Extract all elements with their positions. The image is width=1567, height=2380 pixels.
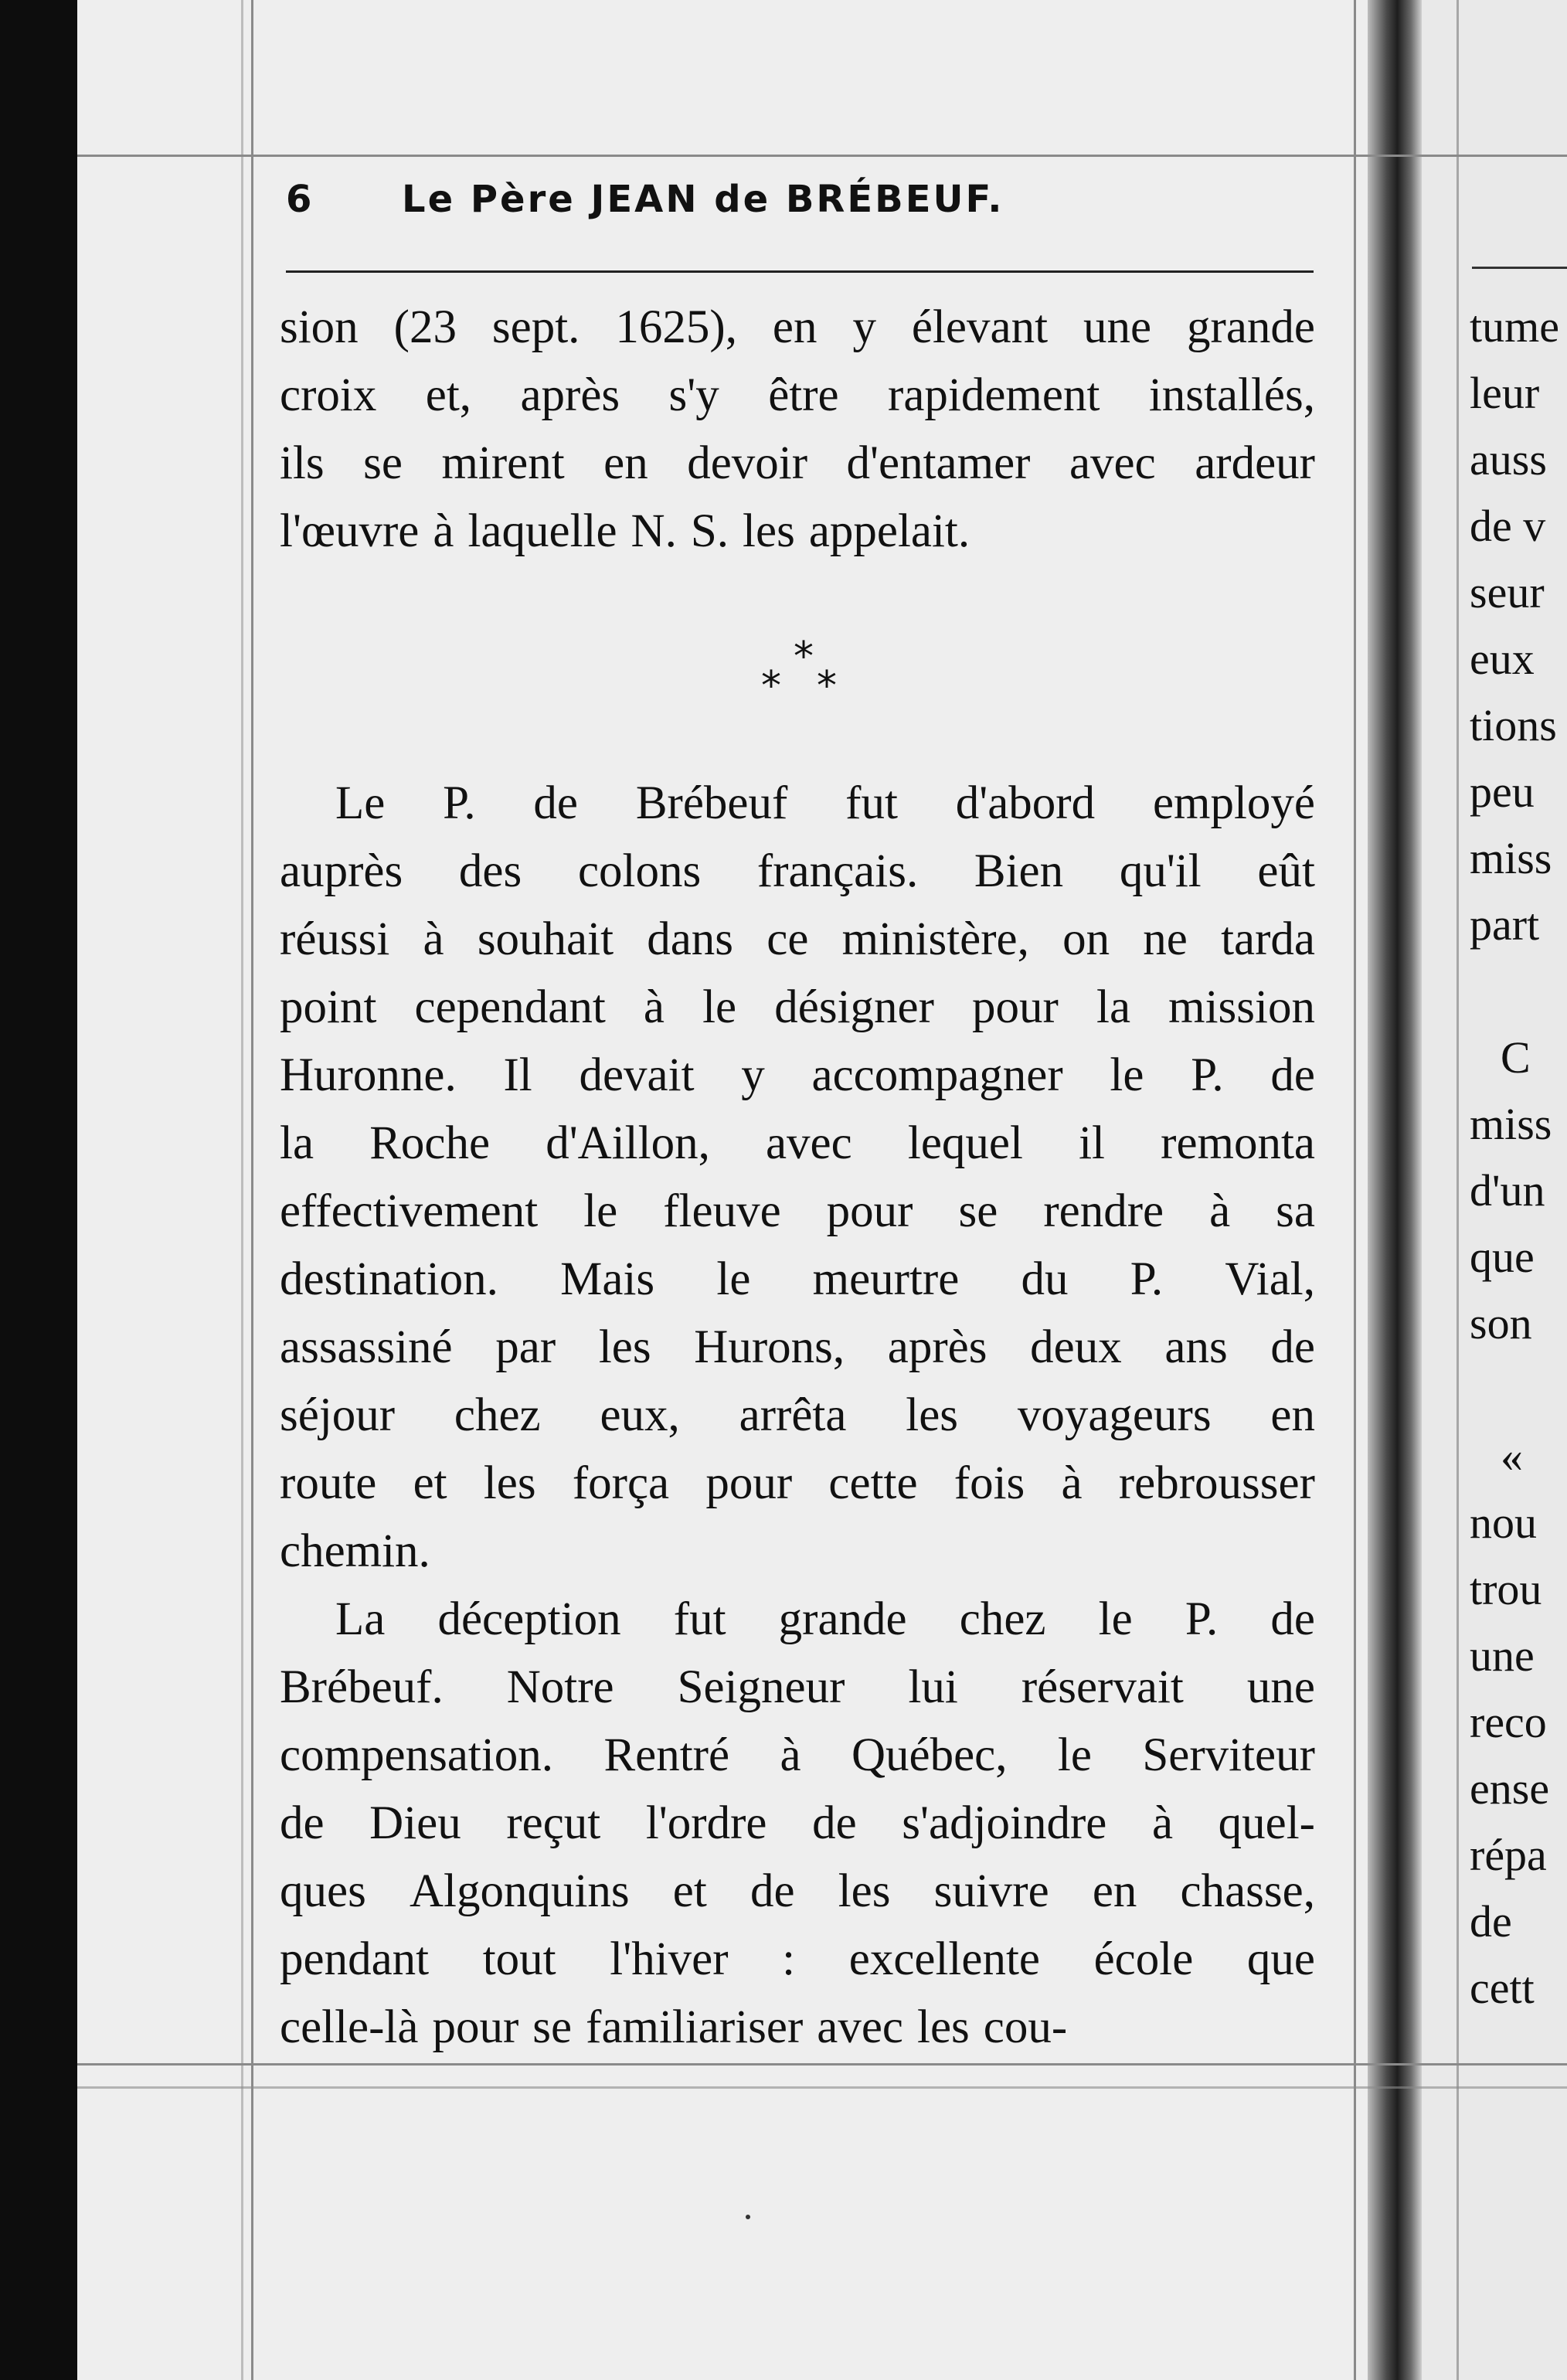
text-line: réussi à souhait dans ce ministère, on ne tarda — [280, 913, 1315, 965]
text-line: point cependant à le désigner pour la mission — [280, 981, 1315, 1033]
facing-line: miss — [1470, 833, 1552, 883]
text-line: Huronne. Il devait y accompagner le P. de — [280, 1049, 1315, 1101]
facing-header-rule — [1472, 267, 1567, 269]
facing-line: eux — [1470, 634, 1535, 684]
asterism — [761, 634, 854, 711]
facing-line: ense — [1470, 1763, 1550, 1814]
facing-line: tume — [1470, 301, 1559, 352]
text-line: La déception fut grande chez le P. de — [335, 1593, 1315, 1645]
text-line: destination. Mais le meurtre du P. Vial, — [280, 1253, 1315, 1305]
text-line: sion (23 sept. 1625), en y élevant une grande — [280, 301, 1315, 353]
asterisk: * — [794, 634, 814, 680]
text-line: compensation. Rentré à Québec, le Serviteur — [280, 1729, 1315, 1781]
facing-page-text — [1470, 294, 1567, 2021]
bottom-rule-2 — [77, 2086, 1567, 2089]
text-line: de Dieu reçut l'ordre de s'adjoindre à quel- — [280, 1797, 1315, 1849]
facing-line: cett — [1470, 1963, 1535, 2013]
facing-line: répa — [1470, 1830, 1547, 1880]
text-line: assassiné par les Hurons, après deux ans de — [280, 1321, 1315, 1373]
facing-line: d'un — [1470, 1165, 1545, 1216]
text-line: croix et, après s'y être rapidement installés, — [280, 369, 1315, 421]
facing-line: tions — [1470, 700, 1557, 750]
facing-margin-rule — [1457, 0, 1459, 2380]
header-rule — [286, 270, 1314, 273]
left-margin-rule-2 — [241, 0, 243, 2380]
facing-line: trou — [1470, 1564, 1542, 1614]
text-line: chemin. — [280, 1525, 430, 1577]
facing-line: nou — [1470, 1498, 1537, 1548]
bottom-rule — [77, 2063, 1567, 2066]
facing-line: seur — [1470, 567, 1545, 617]
text-line: séjour chez eux, arrêta les voyageurs en — [280, 1389, 1315, 1441]
facing-line: que — [1470, 1232, 1535, 1282]
text-line: ques Algonquins et de les suivre en chasse, — [280, 1865, 1315, 1917]
facing-line: de v — [1470, 501, 1546, 551]
left-margin-rule — [251, 0, 253, 2380]
body-text — [280, 294, 1315, 2062]
facing-line — [1470, 958, 1567, 1025]
right-margin-rule — [1354, 0, 1356, 2380]
facing-line: auss — [1470, 434, 1547, 484]
asterisk: * — [761, 663, 781, 709]
scan-speck — [746, 2215, 750, 2219]
text-line: la Roche d'Aillon, avec lequel il remonta — [280, 1117, 1315, 1169]
facing-line: reco — [1470, 1697, 1547, 1747]
text-line: celle-là pour se familiariser avec les cou- — [280, 2001, 1068, 2053]
facing-line: son — [1470, 1298, 1532, 1348]
facing-line: part — [1470, 899, 1540, 950]
facing-line — [1470, 1357, 1567, 1423]
paragraph-2 — [280, 770, 1315, 1586]
text-line: ils se mirent en devoir d'entamer avec ardeur — [280, 437, 1315, 489]
text-line: auprès des colons français. Bien qu'il eût — [280, 845, 1315, 897]
text-line: pendant tout l'hiver : excellente école que — [280, 1933, 1315, 1985]
text-line: route et les força pour cette fois à rebrousser — [280, 1457, 1315, 1509]
paragraph-3 — [280, 1586, 1315, 2062]
facing-line: leur — [1470, 368, 1540, 418]
book-gutter — [1368, 0, 1422, 2380]
running-title: Le Père JEAN de BRÉBEUF. — [402, 178, 1004, 221]
page-number: 6 — [286, 178, 314, 221]
text-line: l'œuvre à laquelle N. S. les appelait. — [280, 505, 970, 557]
text-line: Brébeuf. Notre Seigneur lui réservait une — [280, 1661, 1315, 1713]
facing-line: « — [1501, 1431, 1523, 1481]
text-line: Le P. de Brébeuf fut d'abord employé — [335, 777, 1315, 829]
facing-line: de — [1470, 1896, 1512, 1946]
text-line: effectivement le fleuve pour se rendre à sa — [280, 1185, 1315, 1237]
facing-line: une — [1470, 1630, 1535, 1681]
facing-line: C — [1501, 1032, 1531, 1083]
facing-line: miss — [1470, 1099, 1552, 1149]
paragraph-1 — [280, 294, 1315, 566]
asterisk: * — [817, 663, 837, 709]
facing-line: peu — [1470, 767, 1535, 817]
top-rule — [77, 155, 1567, 157]
